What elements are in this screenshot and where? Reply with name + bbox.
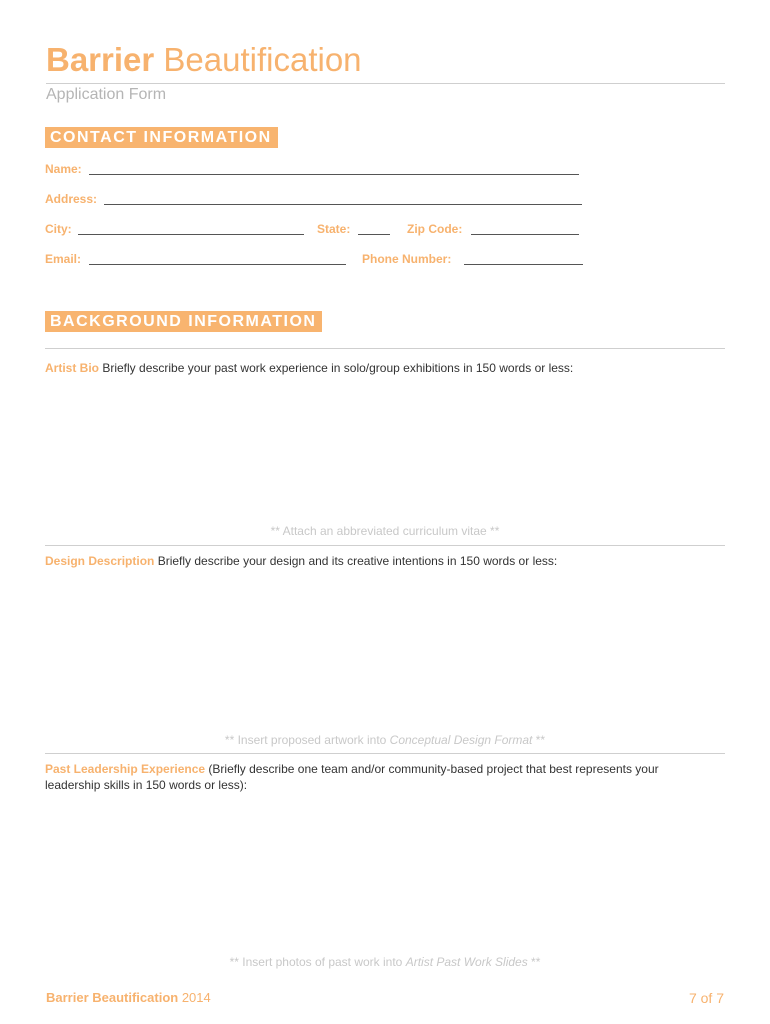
title-bold: Barrier (46, 41, 155, 78)
state-label: State: (317, 222, 351, 236)
design-note-before: ** Insert proposed artwork into (224, 733, 390, 747)
design-description-question (45, 553, 725, 569)
leadership-note-before: ** Insert photos of past work into (229, 955, 406, 969)
page-number: 7 of 7 (688, 990, 724, 1006)
phone-label: Phone Number: (362, 252, 452, 266)
address-label: Address: (45, 192, 98, 206)
city-label: City: (45, 222, 72, 236)
email-field[interactable] (89, 264, 346, 265)
design-description-label: Design Description (45, 554, 155, 568)
phone-field[interactable] (464, 264, 583, 265)
leadership-note-italic: Artist Past Work Slides (405, 955, 528, 969)
artist-bio-prompt: Briefly describe your past work experience in solo/group exhibitions in 150 words or less: (102, 361, 574, 375)
name-label: Name: (45, 162, 82, 176)
past-leadership-question (45, 761, 717, 793)
title-light: Beautification (163, 41, 362, 78)
leadership-note-after: ** (527, 955, 541, 969)
design-note-italic: Conceptual Design Format (389, 733, 533, 747)
artist-bio-rule (45, 545, 725, 546)
address-field[interactable] (104, 204, 582, 205)
past-leadership-answer-area[interactable] (45, 800, 725, 945)
past-leadership-prompt: (Briefly describe one team and/or community-based project that best represents your leadership skills in 150 words or less): (45, 762, 659, 792)
background-section-heading: BACKGROUND INFORMATION (45, 311, 322, 332)
design-description-rule (45, 753, 725, 754)
background-rule (45, 348, 725, 349)
past-leadership-label: Past Leadership Experience (45, 762, 206, 776)
design-note-after: ** (532, 733, 546, 747)
city-field[interactable] (78, 234, 304, 235)
document-title (46, 40, 362, 80)
artist-bio-note: ** Attach an abbreviated curriculum vitae ** (270, 524, 500, 538)
artist-bio-answer-area[interactable] (45, 380, 725, 520)
footer-brand (46, 990, 211, 1005)
design-description-answer-area[interactable] (45, 573, 725, 728)
contact-section-heading: CONTACT INFORMATION (45, 127, 278, 148)
artist-bio-question (45, 360, 725, 376)
header-rule (46, 83, 725, 84)
zip-label: Zip Code: (407, 222, 463, 236)
footer-year: 2014 (181, 990, 211, 1005)
document-subtitle: Application Form (46, 86, 167, 103)
name-field[interactable] (89, 174, 579, 175)
past-leadership-note (45, 955, 725, 969)
artist-bio-label: Artist Bio (45, 361, 99, 375)
state-field[interactable] (358, 234, 390, 235)
email-label: Email: (45, 252, 82, 266)
design-description-note (45, 733, 725, 747)
footer-brand-name: Barrier Beautification (46, 990, 179, 1005)
design-description-prompt: Briefly describe your design and its creative intentions in 150 words or less: (157, 554, 558, 568)
zip-field[interactable] (471, 234, 579, 235)
